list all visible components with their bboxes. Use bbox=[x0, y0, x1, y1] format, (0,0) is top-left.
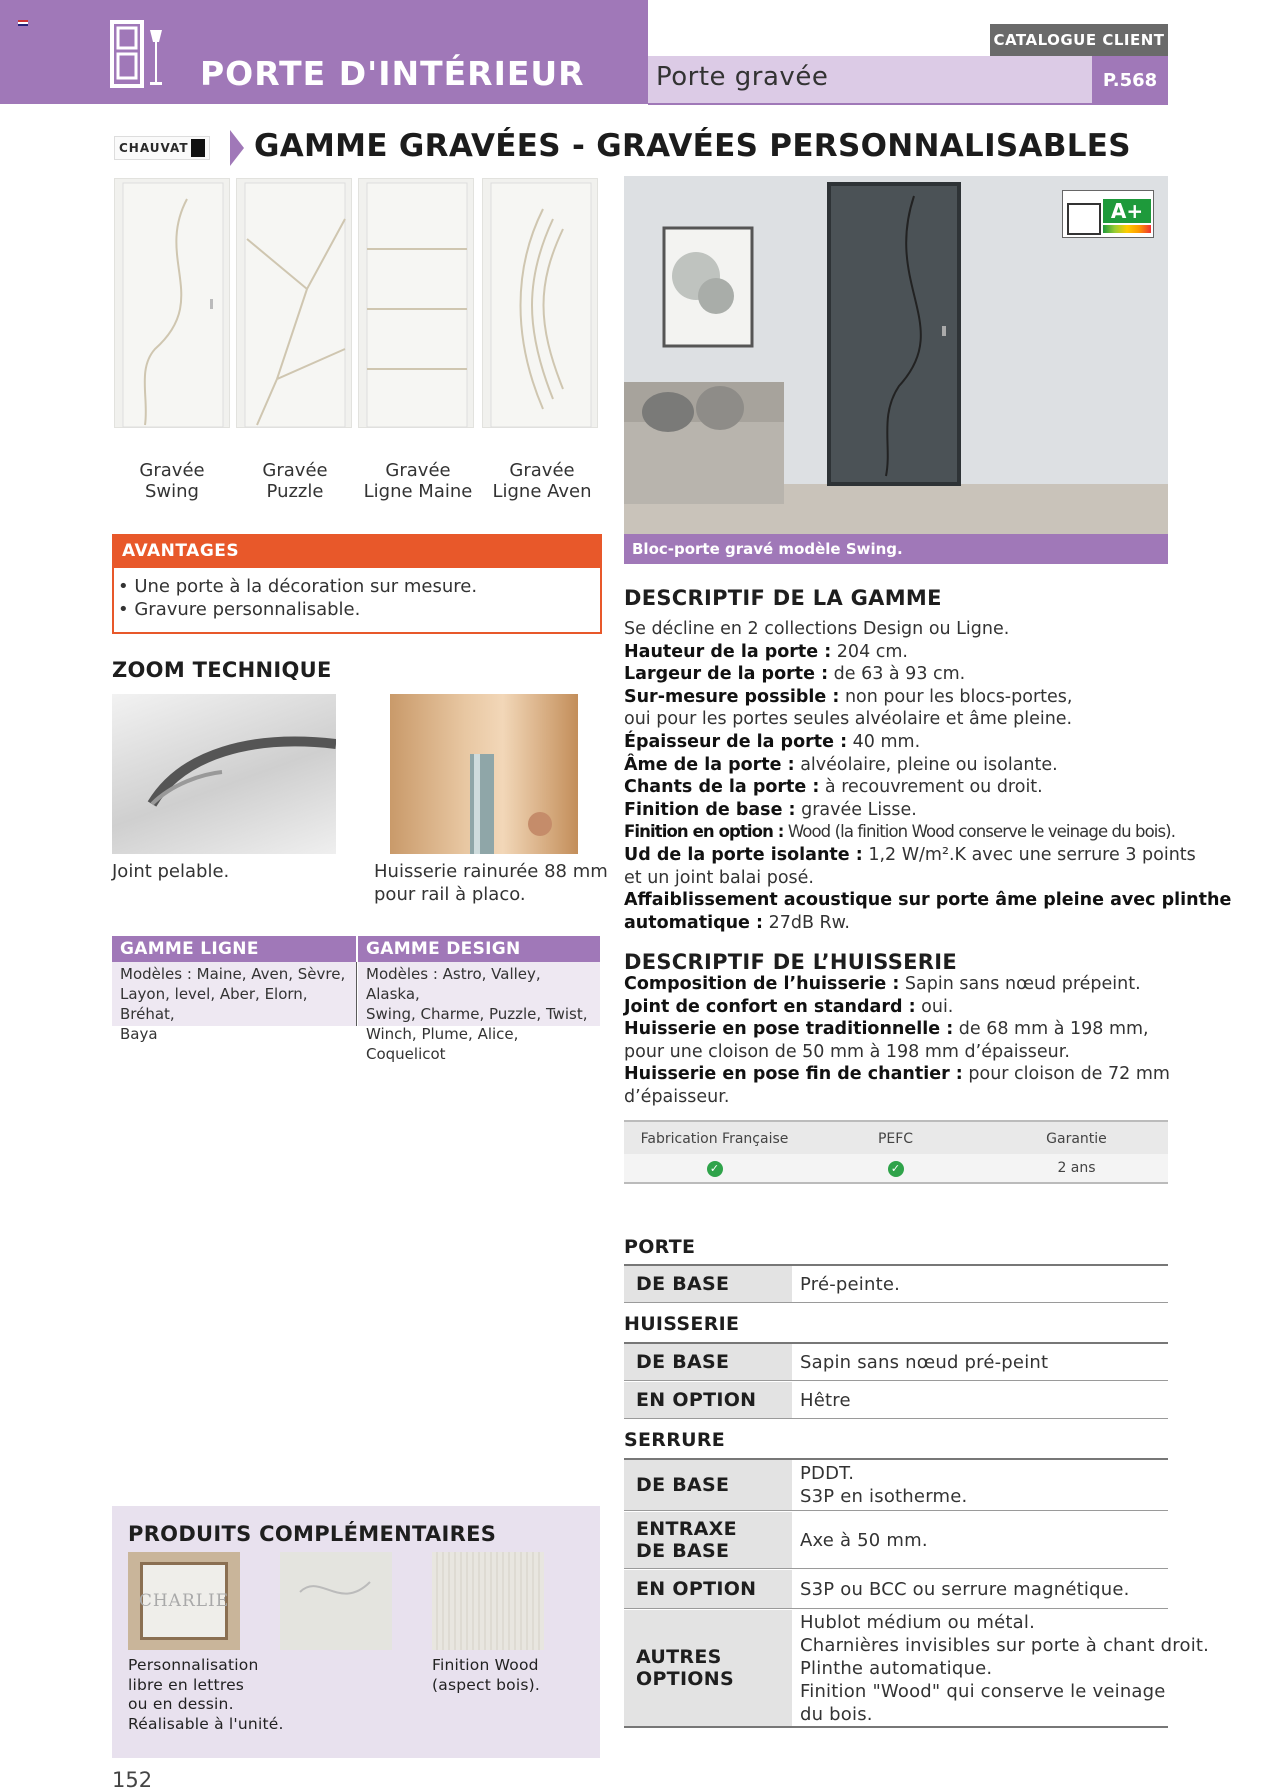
energy-label-badge bbox=[1062, 190, 1154, 238]
personnalisation-image bbox=[128, 1552, 240, 1650]
header-subcategory: Porte gravée bbox=[656, 62, 829, 92]
page-reference: P.568 bbox=[1092, 56, 1168, 104]
hero-caption: Bloc-porte gravé modèle Swing. bbox=[624, 534, 1168, 564]
door-ligne-aven-image bbox=[482, 178, 598, 428]
spec-separator bbox=[624, 1510, 1168, 1511]
badges-row bbox=[624, 1154, 1168, 1184]
energy-scale bbox=[1103, 225, 1151, 233]
engraving-drawing-image bbox=[280, 1552, 392, 1650]
wood-caption: Finition Wood (aspect bois). bbox=[432, 1656, 541, 1694]
spec-label: DE BASE bbox=[624, 1460, 792, 1510]
hero-image bbox=[624, 176, 1168, 534]
gamme-design-title: GAMME DESIGN bbox=[358, 936, 600, 962]
joint-caption: Joint pelable. bbox=[112, 861, 230, 882]
door-caption: Gravée Ligne Maine bbox=[363, 460, 473, 502]
door-caption: Gravée Ligne Aven bbox=[492, 460, 592, 502]
spec-separator bbox=[624, 1568, 1168, 1569]
spec-label: DE BASE bbox=[624, 1266, 792, 1302]
descriptif-huisserie-title: DESCRIPTIF DE L’HUISSERIE bbox=[624, 950, 958, 974]
check-icon: ✓ bbox=[624, 1160, 805, 1177]
spec-section-porte: PORTE bbox=[624, 1236, 696, 1258]
descriptif-gamme-title: DESCRIPTIF DE LA GAMME bbox=[624, 586, 942, 610]
spec-value: PDDT. S3P en isotherme. bbox=[800, 1463, 968, 1507]
door-caption: Gravée Puzzle bbox=[262, 460, 328, 502]
catalogue-label: CATALOGUE CLIENT bbox=[990, 24, 1168, 56]
spec-label: EN OPTION bbox=[624, 1382, 792, 1418]
spec-value: Sapin sans nœud pré-peint bbox=[800, 1351, 1049, 1373]
energy-grade: A+ bbox=[1103, 199, 1151, 223]
badge-header-garantie: Garantie bbox=[1046, 1131, 1107, 1147]
spec-value: Hublot médium ou métal. Charnières invisibles sur porte à chant droit. Plinthe automatique. Finition "Wood" qui conserve le veinage du bois. bbox=[800, 1611, 1210, 1725]
badge-header-fabrication: Fabrication Française bbox=[640, 1131, 789, 1147]
descriptif-huisserie-text: Composition de l’huisserie : Sapin sans nœud prépeint. Joint de confort en standard : oui. Huisserie en pose traditionnelle : de 68 mm à 198 mm, pour une cloison de 50 mm à 198 mm d’épaisseur. Huisserie en pose fin de chantier : pour cloison de 72 mm d’épaisseur. bbox=[624, 974, 1170, 1107]
gamme-design-models: Modèles : Astro, Valley, Alaska, Swing, Charme, Puzzle, Twist, Winch, Plume, Alice, Coquelicot bbox=[358, 962, 600, 1026]
spec-section-huisserie: HUISSERIE bbox=[624, 1313, 740, 1335]
page-number: 152 bbox=[112, 1768, 153, 1792]
huisserie-caption: Huisserie rainurée 88 mm pour rail à placo. bbox=[374, 861, 608, 905]
spec-label: EN OPTION bbox=[624, 1570, 792, 1608]
check-icon: ✓ bbox=[805, 1160, 986, 1177]
title-arrow-icon bbox=[230, 130, 244, 166]
spec-separator bbox=[624, 1608, 1168, 1609]
gamme-ligne-models: Modèles : Maine, Aven, Sèvre, Layon, level, Aber, Elorn, Bréhat, Baya bbox=[112, 962, 356, 1026]
door-ligne-maine-image bbox=[358, 178, 474, 428]
spec-value: S3P ou BCC ou serrure magnétique. bbox=[800, 1578, 1130, 1600]
personnalisation-caption: Personnalisation libre en lettres ou en dessin. Réalisable à l'unité. bbox=[128, 1656, 284, 1733]
header-category: PORTE D'INTÉRIEUR bbox=[200, 54, 585, 93]
door-swing-image bbox=[114, 178, 230, 428]
spec-label: AUTRES OPTIONS bbox=[624, 1610, 792, 1726]
descriptif-gamme-text: Se décline en 2 collections Design ou Ligne. Hauteur de la porte : 204 cm. Largeur de la porte : de 63 à 93 cm. Sur-mesure possible : non pour les blocs-portes, oui pour les portes seules alvéolaire et âme pleine. Épaisseur de la porte : 40 mm. Âme de la porte : alvéolaire, pleine ou isolante. Chants de la porte : à recouvrement ou droit. Finition de base : gravée Lisse. Finition en option : Wood (la finition Wood conserve le veinage du bois). Ud de la porte isolante : 1,2 W/m².K avec une serrure 3 points et un joint balai posé. Affaiblissement acoustique sur porte âme pleine avec plinthe automatique : 27dB Rw. bbox=[624, 619, 1232, 933]
spec-section-serrure: SERRURE bbox=[624, 1429, 726, 1451]
spec-rule bbox=[624, 1726, 1168, 1728]
spec-value: Hêtre bbox=[800, 1389, 851, 1411]
garantie-value: 2 ans bbox=[1057, 1160, 1096, 1176]
door-caption: Gravée Swing bbox=[139, 460, 205, 502]
joint-image bbox=[112, 694, 336, 854]
door-puzzle-image bbox=[236, 178, 352, 428]
house-icon bbox=[1067, 203, 1101, 235]
huisserie-image bbox=[390, 694, 578, 854]
door-lamp-icon bbox=[108, 20, 168, 90]
spec-value: Pré-peinte. bbox=[800, 1273, 901, 1295]
avantage-item: • Gravure personnalisable. bbox=[118, 599, 361, 620]
avantages-title: AVANTAGES bbox=[112, 534, 602, 568]
brand-logo: CHAUVAT bbox=[114, 136, 210, 160]
charlie-engraving: CHARLIE bbox=[140, 1562, 228, 1640]
spec-value: Axe à 50 mm. bbox=[800, 1529, 928, 1551]
spec-separator bbox=[624, 1302, 1168, 1303]
zoom-title: ZOOM TECHNIQUE bbox=[112, 658, 332, 682]
spec-label: DE BASE bbox=[624, 1344, 792, 1380]
gamme-divider bbox=[356, 962, 357, 1026]
wood-finish-image bbox=[432, 1552, 544, 1650]
spec-label: ENTRAXE DE BASE bbox=[624, 1512, 792, 1568]
avantage-item: • Une porte à la décoration sur mesure. bbox=[118, 576, 478, 597]
gamme-ligne-title: GAMME LIGNE bbox=[112, 936, 356, 962]
spec-separator bbox=[624, 1418, 1168, 1419]
badge-header-pefc: PEFC bbox=[877, 1131, 914, 1147]
badges-header bbox=[624, 1120, 1168, 1154]
spec-separator bbox=[624, 1380, 1168, 1381]
produits-title: PRODUITS COMPLÉMENTAIRES bbox=[128, 1522, 497, 1546]
flag-icon bbox=[18, 20, 28, 26]
header-rule bbox=[648, 103, 1168, 105]
page-title: GAMME GRAVÉES - GRAVÉES PERSONNALISABLES bbox=[254, 128, 1131, 164]
